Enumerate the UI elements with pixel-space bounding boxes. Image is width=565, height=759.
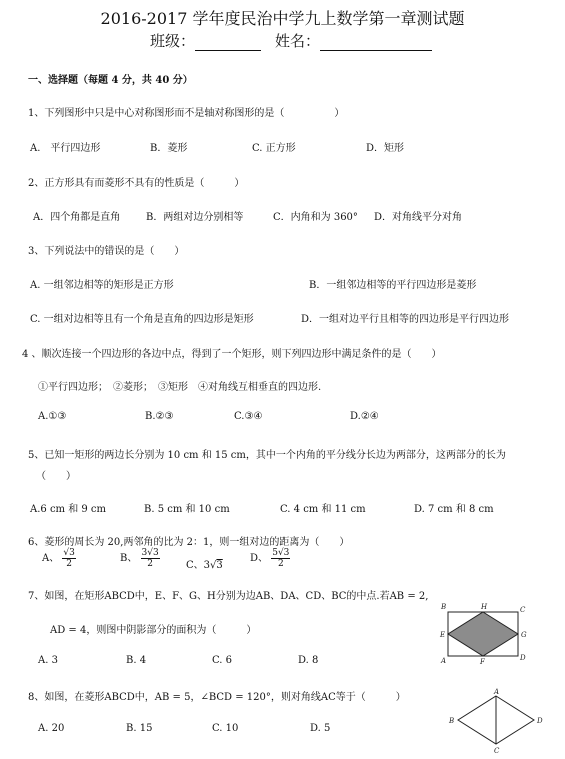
label-a: A: [441, 657, 447, 665]
q1-option-b[interactable]: B．菱形: [150, 143, 188, 154]
q8-option-d[interactable]: D. 5: [310, 723, 331, 734]
q6-option-d-letter: D、: [250, 553, 269, 564]
q8-option-c[interactable]: C. 10: [212, 723, 239, 734]
q2-option-a[interactable]: A．四个角都是直角: [33, 212, 121, 223]
q5-option-d[interactable]: D. 7 cm 和 8 cm: [414, 504, 494, 515]
q6-option-c[interactable]: C、3√3: [186, 560, 223, 571]
q6-option-d[interactable]: [250, 548, 290, 569]
section-heading: 一、选择题（每题 4 分，共 40 分）: [28, 75, 193, 86]
q6-option-a-letter: A、: [42, 553, 60, 564]
q7-option-b[interactable]: B. 4: [126, 655, 147, 666]
q6-a-denominator: 2: [66, 559, 73, 569]
q2-option-b[interactable]: B．两组对边分别相等: [146, 212, 244, 223]
label-h: H: [481, 603, 488, 611]
name-blank[interactable]: [320, 36, 432, 51]
q2-option-d[interactable]: D．对角线平分对角: [374, 212, 463, 223]
name-label: 姓名：: [275, 32, 321, 50]
q6-b-numerator: 3√3: [141, 548, 159, 558]
question-2-stem: 2、正方形具有而菱形不具有的性质是（ ）: [28, 178, 245, 189]
q6-option-b-fraction: [141, 548, 160, 569]
q7-option-c[interactable]: C. 6: [212, 655, 233, 666]
q5-option-b[interactable]: B. 5 cm 和 10 cm: [144, 504, 230, 515]
q5-option-c[interactable]: C. 4 cm 和 11 cm: [280, 504, 366, 515]
question-4-stem: 4 、顺次连接一个四边形的各边中点，得到了一个矩形，则下列四边形中满足条件的是（ ）: [22, 349, 442, 360]
question-3-stem: 3、下列说法中的错误的是（ ）: [28, 246, 185, 257]
q6-option-c-radicand: 3: [216, 560, 223, 571]
label-d: D: [520, 654, 526, 662]
q7-option-d[interactable]: D. 8: [298, 655, 319, 666]
q3-option-a[interactable]: A. 一组邻边相等的矩形是正方形: [30, 280, 174, 291]
q6-option-a-fraction: [62, 548, 75, 569]
q6-b-denominator: 2: [147, 559, 153, 569]
label-g: G: [521, 631, 527, 639]
label-b: B: [441, 603, 447, 611]
page-title: 2016-2017 学年度民治中学九上数学第一章测试题: [100, 9, 465, 28]
q1-option-a[interactable]: A. 平行四边形: [30, 143, 101, 154]
question-5-stem-continued: （ ）: [36, 471, 76, 482]
q6-a-numerator: √3: [63, 548, 75, 558]
question-7-stem: 7、如图，在矩形ABCD中，E、F、G、H分别为边AB、DA、CD、BC的中点.若AB = 2,: [28, 591, 429, 602]
rectangle-figure: [438, 600, 530, 666]
question-4-conditions: ①平行四边形； ②菱形； ③矩形 ④对角线互相垂直的四边形.: [38, 382, 322, 393]
q3-option-d[interactable]: D．一组对边平行且相等的四边形是平行四边形: [301, 314, 510, 325]
class-label: 班级：: [150, 32, 196, 50]
label-c: C: [520, 606, 526, 614]
q7-option-a[interactable]: A. 3: [38, 655, 58, 666]
question-8-stem: 8、如图，在菱形ABCD中，AB = 5，∠BCD = 120°，则对角线AC等于（ ）: [28, 692, 406, 703]
q6-option-c-letter: C、3: [186, 560, 211, 571]
q6-d-denominator: 2: [277, 559, 284, 569]
q4-option-c[interactable]: C.③④: [234, 411, 263, 422]
q6-option-b[interactable]: [120, 548, 160, 569]
q8-option-a[interactable]: A. 20: [38, 723, 65, 734]
q4-option-d[interactable]: D.②④: [350, 411, 379, 422]
label-f: F: [480, 658, 485, 666]
class-field: [150, 30, 261, 51]
q3-option-c[interactable]: C. 一组对边相等且有一个角是直角的四边形是矩形: [30, 314, 254, 325]
question-1-stem: 1、下列图形中只是中心对称图形而不是轴对称图形的是（ ）: [28, 108, 345, 119]
q6-option-a[interactable]: [42, 548, 76, 569]
q1-option-c[interactable]: C. 正方形: [252, 143, 296, 154]
label-c: C: [494, 747, 500, 755]
rhombus-figure: [446, 686, 550, 756]
label-d: D: [537, 717, 543, 725]
q6-d-numerator: 5√3: [272, 548, 290, 558]
class-blank[interactable]: [195, 36, 261, 51]
question-6-stem: 6、菱形的周长为 20,两邻角的比为 2：1，则一组对边的距离为（ ）: [28, 537, 350, 548]
q3-option-b[interactable]: B．一组邻边相等的平行四边形是菱形: [309, 280, 477, 291]
q6-option-d-fraction: [271, 548, 290, 569]
name-field: [275, 30, 432, 51]
q5-option-a[interactable]: A.6 cm 和 9 cm: [30, 504, 107, 515]
q2-option-c[interactable]: C．内角和为 360°: [273, 212, 358, 223]
q6-option-b-letter: B、: [120, 553, 138, 564]
q4-option-b[interactable]: B.②③: [145, 411, 174, 422]
label-e: E: [440, 631, 446, 639]
shaded-rhombus: [448, 612, 518, 656]
label-a: A: [494, 688, 500, 696]
question-5-stem: 5、已知一矩形的两边长分别为 10 cm 和 15 cm，其中一个内角的平分线分长边为两部分，这两部分的长为: [28, 450, 506, 461]
q4-option-a[interactable]: A.①③: [38, 411, 67, 422]
q8-option-b[interactable]: B. 15: [126, 723, 153, 734]
label-b: B: [449, 717, 455, 725]
q1-option-d[interactable]: D．矩形: [366, 143, 405, 154]
question-7-stem-continued: AD = 4，则图中阴影部分的面积为（ ）: [50, 625, 257, 636]
